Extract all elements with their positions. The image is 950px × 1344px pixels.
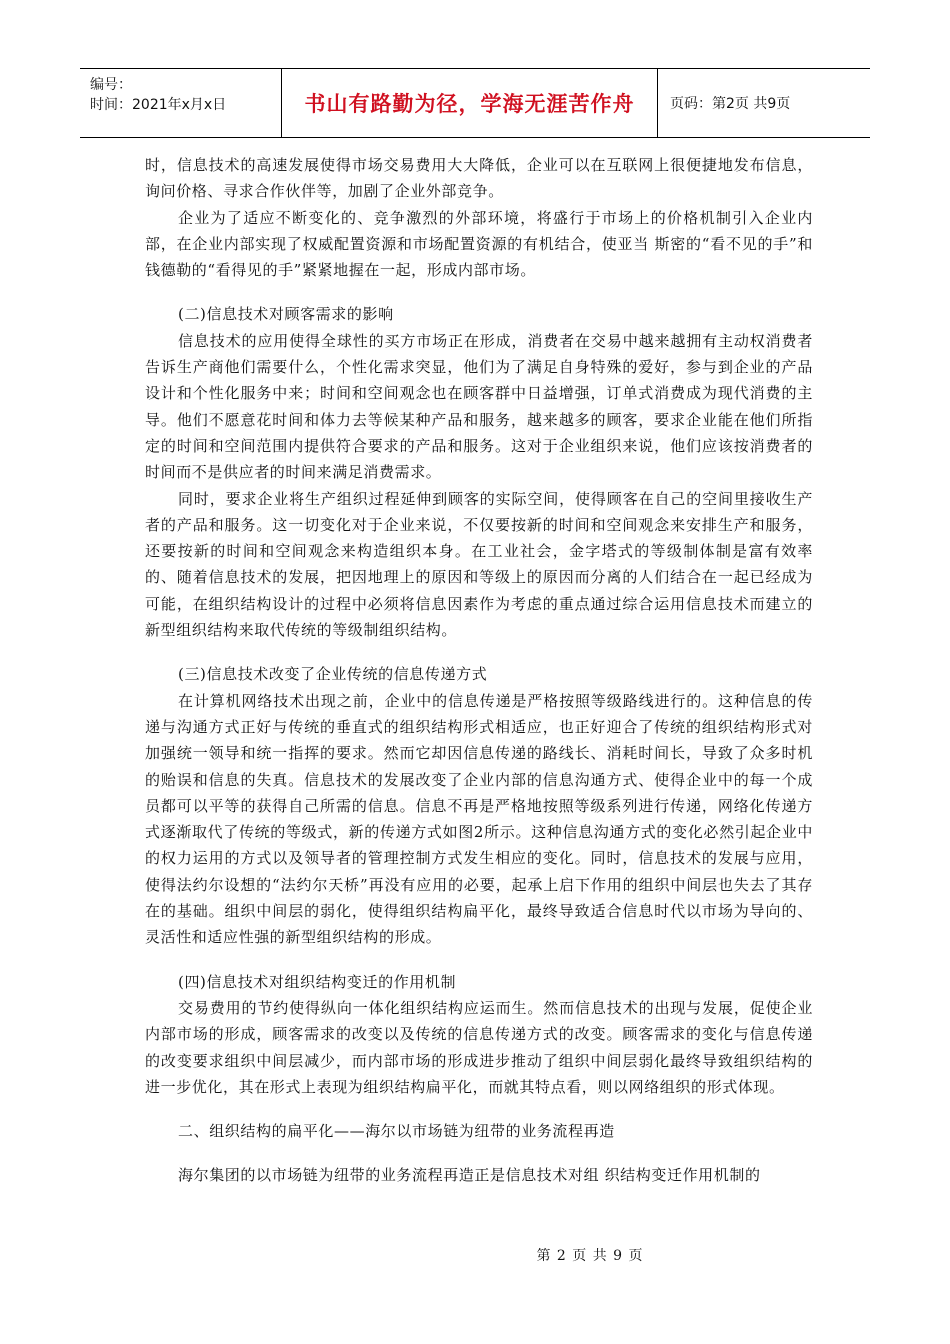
paragraph-5: 在计算机网络技术出现之前，企业中的信息传递是严格按照等级路线进行的。这种信息的传递与沟通方式正好与传统的垂直式的组织结构形式相适应，也正好迎合了传统的组织结构形式对加强统一领导和统一指挥的要求。然而它却因信息传递的路线长、消耗时间长，导致了众多时机的贻误和信息的失真。信息技术的发展改变了企业内部的信息沟通方式、使得企业中的每一个成员都可以平等的获得自己所需的信息。信息不再是严格地按照等级系列进行传递，网络化传递方式逐渐取代了传统的等级式，新的传递方式如图2所示。这种信息沟通方式的变化必然引起企业中的权力运用的方式以及领导者的管理控制方式发生相应的变化。同时，信息技术的发展与应用，使得法约尔设想的“法约尔天桥”再没有应用的必要，起承上启下作用的组织中间层也失去了其存在的基础。组织中间层的弱化，使得组织结构扁平化，最终导致适合信息时代以市场为导向的、灵活性和适应性强的新型组织结构的形成。 [145, 691, 813, 947]
document-time-label: 时间：2021年x月x日 [90, 97, 227, 113]
paragraph-3: 信息技术的应用使得全球性的买方市场正在形成，消费者在交易中越来越拥有主动权消费者告诉生产商他们需要什么，个性化需求突显，他们为了满足自身特殊的爱好，参与到企业的产品设计和个性化服务中来；时间和空间观念也在顾客群中日益增强，订单式消费成为现代消费的主导。他们不愿意花时间和体力去等候某种产品和服务，越来越多的顾客，要求企业能在他们所指定的时间和空间范围内提供符合要求的产品和服务。这对于企业组织来说，他们应该按消费者的时间而不是供应者的时间来满足消费需求。 [145, 331, 813, 482]
paragraph-7: 海尔集团的以市场链为纽带的业务流程再造正是信息技术对组 织结构变迁作用机制的 [178, 1166, 761, 1185]
document-body [145, 152, 813, 1189]
page-footer: 第 2 页 共 9 页 [536, 1248, 644, 1264]
paragraph-2: 企业为了适应不断变化的、竞争激烈的外部环境，将盛行于市场上的价格机制引入企业内部，在企业内部实现了权威配置资源和市场配置资源的有机结合，使亚当 斯密的“看不见的手”和钱德勒的“看得见的手”紧紧地握在一起，形成内部市场。 [145, 208, 813, 280]
section-heading-3: (三)信息技术改变了企业传统的信息传递方式 [178, 665, 488, 684]
document-number-label: 编号： [90, 77, 132, 93]
section-heading-4: (四)信息技术对组织结构变迁的作用机制 [178, 972, 457, 991]
header-page-info: 页码：第2页 共9页 [670, 96, 791, 112]
paragraph-6: 交易费用的节约使得纵向一体化组织结构应运而生。然而信息技术的出现与发展，促使企业内部市场的形成，顾客需求的改变以及传统的信息传递方式的改变。顾客需求的变化与信息传递的改变要求组织中间层减少，而内部市场的形成进步推动了组织中间层弱化最终导致组织结构的进一步优化，其在形式上表现为组织结构扁平化，而就其特点看，则以网络组织的形式体现。 [145, 998, 813, 1096]
header-meta [80, 69, 282, 137]
page-header [80, 68, 870, 138]
section-heading-2: (二)信息技术对顾客需求的影响 [178, 305, 394, 324]
chapter-heading-2: 二、组织结构的扁平化——海尔以市场链为纽带的业务流程再造 [178, 1122, 615, 1141]
paragraph-4: 同时，要求企业将生产组织过程延伸到顾客的实际空间，使得顾客在自己的空间里接收生产者的产品和服务。这一切变化对于企业来说，不仅要按新的时间和空间观念来安排生产和服务，还要按新的时间和空间观念来构造组织本身。在工业社会，金字塔式的等级制体制是富有效率的、随着信息技术的发展，把因地理上的原因和等级上的原因而分离的人们结合在一起已经成为可能，在组织结构设计的过程中必须将信息因素作为考虑的重点通过综合运用信息技术而建立的新型组织结构来取代传统的等级制组织结构。 [145, 489, 813, 640]
paragraph-1: 时，信息技术的高速发展使得市场交易费用大大降低，企业可以在互联网上很便捷地发布信息，询问价格、寻求合作伙伴等，加剧了企业外部竞争。 [145, 156, 813, 201]
header-motto: 书山有路勤为径，学海无涯苦作舟 [282, 69, 658, 137]
